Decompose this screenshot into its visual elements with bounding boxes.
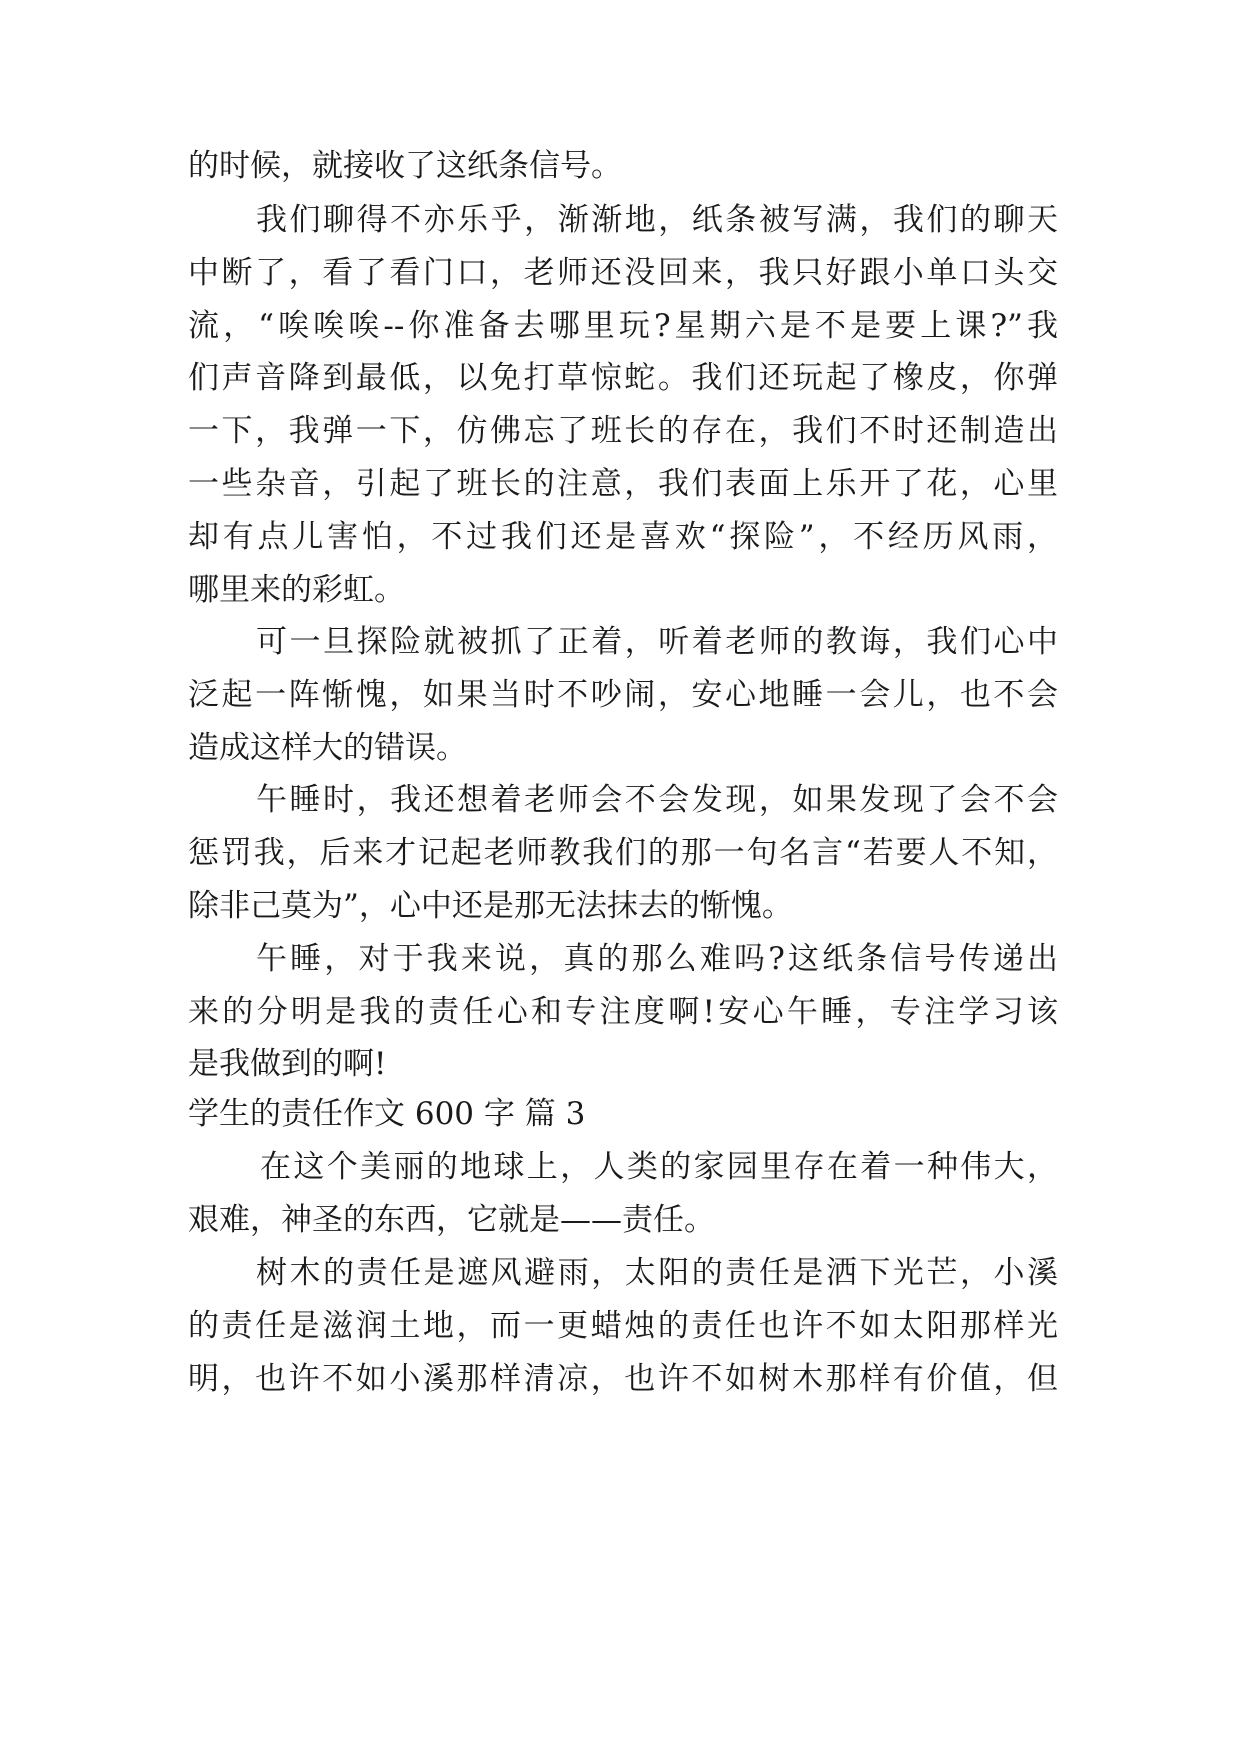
paragraph-line: 午睡时，我还想着老师会不会发现，如果发现了会不会 bbox=[256, 782, 1058, 818]
paragraph-line: 明，也许不如小溪那样清凉，也许不如树木那样有价值，但 bbox=[188, 1361, 1058, 1397]
paragraph-line: 却有点儿害怕，不过我们还是喜欢“探险”，不经历风雨， bbox=[188, 519, 1058, 555]
paragraph-line: 哪里来的彩虹。 bbox=[188, 572, 405, 608]
section-heading: 学生的责任作文 600 字 篇 3 bbox=[188, 1096, 586, 1132]
paragraph-line: 造成这样大的错误。 bbox=[188, 730, 467, 766]
paragraph-line: 流，“唉唉唉--你准备去哪里玩?星期六是不是要上课?”我 bbox=[188, 308, 1058, 344]
paragraph-line: 的责任是滋润土地，而一更蜡烛的责任也许不如太阳那样光 bbox=[188, 1308, 1058, 1344]
paragraph-line: 是我做到的啊! bbox=[188, 1046, 387, 1082]
paragraph-line: 艰难，神圣的东西，它就是——责任。 bbox=[188, 1202, 715, 1238]
paragraph-line: 的时候，就接收了这纸条信号。 bbox=[188, 148, 622, 184]
paragraph-line: 一些杂音，引起了班长的注意，我们表面上乐开了花，心里 bbox=[188, 466, 1058, 502]
paragraph-line: 们声音降到最低，以免打草惊蛇。我们还玩起了橡皮，你弹 bbox=[188, 360, 1058, 396]
paragraph-line: 我们聊得不亦乐乎，渐渐地，纸条被写满，我们的聊天 bbox=[256, 202, 1058, 238]
paragraph-line: 泛起一阵惭愧，如果当时不吵闹，安心地睡一会儿，也不会 bbox=[188, 677, 1058, 713]
paragraph-line: 一下，我弹一下，仿佛忘了班长的存在，我们不时还制造出 bbox=[188, 413, 1058, 449]
paragraph-line: 中断了，看了看门口，老师还没回来，我只好跟小单口头交 bbox=[188, 255, 1058, 291]
paragraph-line: 除非己莫为”，心中还是那无法抹去的惭愧。 bbox=[188, 888, 793, 924]
paragraph-line: 树木的责任是遮风避雨，太阳的责任是洒下光芒，小溪 bbox=[256, 1255, 1058, 1291]
paragraph-line: 午睡，对于我来说，真的那么难吗?这纸条信号传递出 bbox=[256, 941, 1058, 977]
paragraph-line: 惩罚我，后来才记起老师教我们的那一句名言“若要人不知， bbox=[188, 835, 1058, 871]
paragraph-line: 来的分明是我的责任心和专注度啊!安心午睡，专注学习该 bbox=[188, 994, 1058, 1030]
paragraph-line: 在这个美丽的地球上，人类的家园里存在着一种伟大， bbox=[260, 1149, 1058, 1185]
paragraph-line: 可一旦探险就被抓了正着，听着老师的教诲，我们心中 bbox=[256, 624, 1058, 660]
